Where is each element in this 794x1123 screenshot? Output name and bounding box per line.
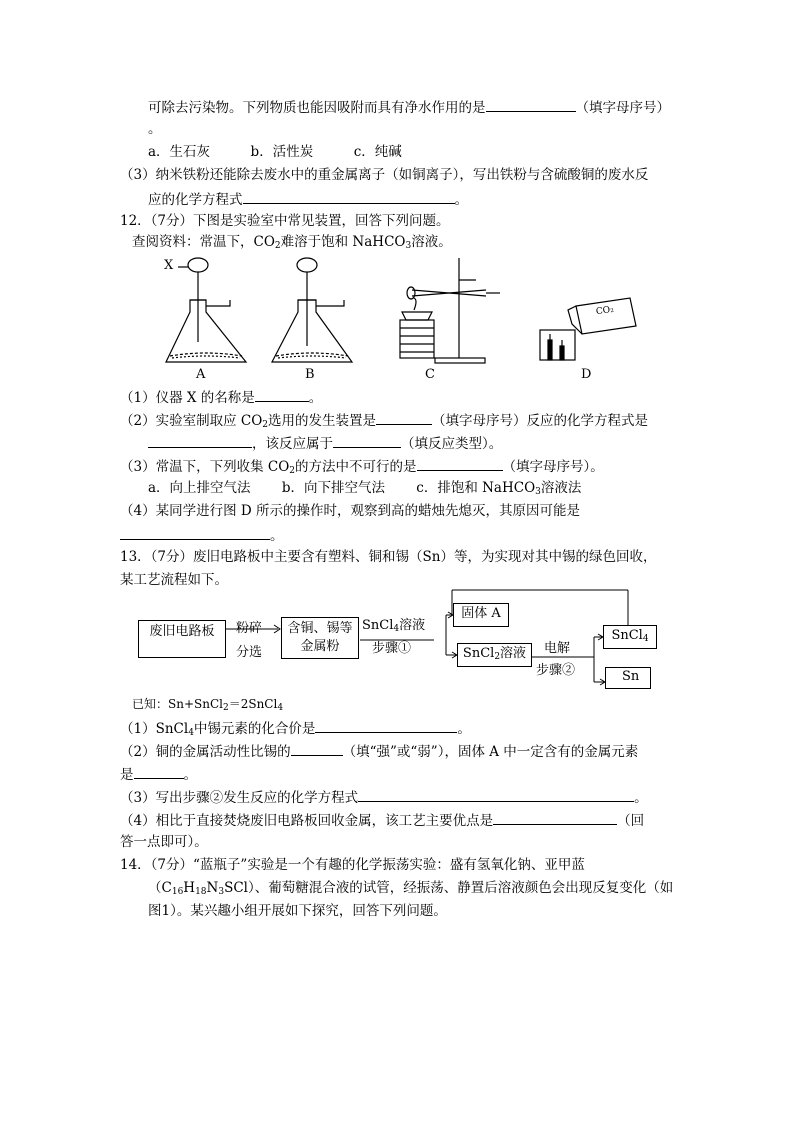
q12-p2-e: （填反应类型）。 — [401, 436, 503, 452]
flow-box2-line2: 金属粉 — [300, 639, 340, 654]
q14-line3: 图1）。某兴趣小组开展如下探究，回答下列问题。 — [148, 903, 447, 919]
q13-p3-a: （3）写出步骤②发生反应的化学方程式 — [120, 790, 359, 806]
flow-arrow2-top-a: SnCl — [362, 618, 394, 633]
q13-blank4[interactable] — [358, 787, 634, 802]
flow-arrow1-bottom: 分选 — [236, 645, 263, 660]
flow-box1-label: 废旧电路板 — [149, 624, 215, 639]
q12-p2-b: 选用的发生装置是 — [268, 413, 377, 429]
sub-2: 2 — [274, 241, 281, 251]
sub-4: 4 — [642, 634, 649, 644]
sub-2: 2 — [494, 652, 501, 662]
q14-formula-a: （C — [148, 880, 172, 896]
q13-p1-a: （1）SnCl — [120, 721, 189, 737]
q12-p3-opt-a: a．向上排空气法 b．向下排空气法 c．排饱和 NaHCO — [148, 480, 536, 496]
q12-p1-a: （1）仪器 X 的名称是 — [120, 390, 255, 406]
q12-title: 12．（7分）下图是实验室中常见装置，回答下列问题。 — [120, 213, 450, 229]
q12-p2-line2 — [148, 433, 502, 453]
q13-p1 — [120, 718, 471, 742]
flow-arrow2-bottom: 步骤① — [372, 641, 412, 656]
q14-line2 — [148, 879, 673, 901]
q12-p2-d: ，该反应属于 — [252, 436, 333, 452]
q13-blank1[interactable] — [315, 718, 457, 733]
q13-p2-line2 — [120, 764, 197, 784]
q12-blank1[interactable] — [255, 387, 309, 402]
q13-p1-b: 中锡元素的化合价是 — [193, 721, 316, 737]
q11-line1-hint: （填字母序号） — [575, 100, 670, 116]
q11-item3-b-text: 应的化学方程式 — [148, 192, 243, 208]
q13-p4 — [120, 810, 644, 830]
apparatus-d — [540, 298, 636, 360]
q13-p2-b: （填“强”或“弱”），固体 A 中一定含有的金属元素 — [342, 744, 639, 760]
apparatus-figure — [0, 250, 794, 390]
q13-known — [132, 695, 283, 717]
flow-arrow2-top-b: 溶液 — [399, 618, 426, 633]
sub-3: 3 — [218, 887, 225, 897]
flow-box-solid-a — [453, 603, 509, 627]
q12-info-a: 查阅资料：常温下，CO — [132, 234, 275, 250]
flow-arrow3-bottom: 步骤② — [536, 663, 576, 678]
apparatus-b — [272, 258, 352, 362]
q11-item3-a: （3）纳米铁粉还能除去废水中的重金属离子（如铜离子），写出铁粉与含硫酸铜的废水反 — [120, 167, 649, 183]
q13-p4-a: （4）相比于直接焚烧废旧电路板回收金属，该工艺主要优点是 — [120, 813, 494, 829]
q12-p3-b: 的方法中不可行的是 — [295, 459, 417, 475]
q12-p3-c: （填字母序号）。 — [502, 459, 604, 475]
q12-p3-opt-b: 溶液法 — [540, 480, 582, 496]
flow-arrow2-top — [362, 614, 425, 634]
sub-3: 3 — [535, 487, 541, 497]
q13-p2-c: 是 — [120, 767, 134, 783]
q14-formula-b: H — [183, 880, 196, 896]
q13-blank3[interactable] — [134, 764, 184, 779]
q11-line2: 。 — [148, 121, 162, 137]
label-d: D — [581, 367, 592, 382]
q12-p2-a: （2）实验室制取应 CO — [120, 413, 263, 429]
q12-p2-c: （填字母序号）反应的化学方程式是 — [432, 413, 649, 429]
q11-line1 — [148, 97, 670, 117]
flow-box4-a: SnCl — [462, 646, 495, 661]
q12-blank2[interactable] — [376, 410, 432, 425]
flow-arrow1-top: 粉碎 — [236, 621, 263, 636]
q11-line1-text: 可除去污染物。下列物质也能因吸附而具有净水作用的是 — [148, 100, 486, 116]
q13-p3-end: 。 — [634, 790, 648, 806]
label-x: X — [164, 258, 174, 273]
label-c: C — [425, 367, 435, 382]
flow-box-sncl2-solution — [457, 643, 532, 667]
flow-box-sn — [605, 667, 651, 689]
flow-box2-line1: 含铜、锡等 — [287, 621, 353, 636]
sub-2: 2 — [222, 703, 229, 713]
sub-18: 18 — [195, 887, 207, 897]
q13-p1-end: 。 — [457, 721, 471, 737]
q13-p4-b: （回 — [617, 813, 645, 829]
flow-box-metal-powder — [281, 617, 359, 659]
q11-options: a．生石灰 b．活性炭 c．纯碱 — [148, 144, 402, 160]
sub-4: 4 — [188, 728, 194, 738]
sub-3: 3 — [405, 241, 412, 251]
q12-p1 — [120, 387, 322, 407]
q14-formula-c: N — [206, 880, 219, 896]
q13-blank2[interactable] — [291, 741, 343, 756]
label-b: B — [305, 367, 315, 382]
q11-item3-b — [148, 189, 468, 209]
sub-16: 16 — [171, 887, 184, 897]
flow-box-sncl4 — [603, 625, 657, 649]
q12-p1-end: 。 — [308, 390, 323, 406]
q13-known-b: ＝2SnCl — [228, 697, 278, 711]
q13-p2-a: （2）铜的金属活动性比锡的 — [120, 744, 291, 760]
flow-box3-label: 固体 A — [461, 606, 501, 621]
q14-line1: 14．（7分）“蓝瓶子”实验是一个有趣的化学振荡实验：盛有氢氧化钠、亚甲蓝 — [120, 857, 585, 873]
flow-box5-a: SnCl — [611, 628, 643, 643]
q12-p4-line2 — [120, 525, 284, 545]
q12-p4: （4）某同学进行图 D 所示的操作时，观察到高的蜡烛先熄灭，其原因可能是 — [120, 503, 580, 519]
q11-item3-end: 。 — [454, 192, 468, 208]
sub-4: 4 — [277, 703, 284, 713]
apparatus-a — [166, 258, 246, 362]
q13-blank5[interactable] — [493, 810, 617, 825]
bottle-label: CO₂ — [595, 304, 615, 318]
q12-blank5[interactable] — [417, 456, 503, 471]
q13-p2 — [120, 741, 638, 761]
q13-p3 — [120, 787, 648, 807]
sub-2: 2 — [289, 466, 296, 476]
flow-box-circuit-board — [138, 620, 226, 658]
q13-p4-line2: 答一点即可）。 — [120, 834, 208, 850]
q12-blank3[interactable] — [148, 433, 252, 448]
q12-info-c: 溶液。 — [411, 234, 452, 250]
sub-2: 2 — [262, 420, 269, 430]
q13-known-a: 已知：Sn+SnCl — [132, 697, 223, 711]
q13-title-a: 13．（7分）废旧电路板中主要含有塑料、铜和锡（Sn）等，为实现对其中锡的绿色回收， — [120, 549, 657, 565]
q12-blank6[interactable] — [120, 525, 270, 540]
q12-p3 — [120, 456, 604, 480]
q12-p2 — [120, 410, 648, 434]
q12-blank4[interactable] — [333, 433, 401, 448]
q12-info-b: 难溶于饱和 NaHCO — [280, 234, 406, 250]
q13-title-b: 某工艺流程如下。 — [120, 572, 228, 588]
flow-box6-label: Sn — [622, 669, 640, 684]
q14-formula-d: SCl）、葡萄糖混合液的试管，经振荡、静置后溶液颜色会出现反复变化（如 — [224, 880, 674, 896]
sub-4: 4 — [393, 624, 400, 634]
q13-p2-end: 。 — [183, 767, 197, 783]
q12-p4-end: 。 — [270, 528, 284, 544]
flow-box4-b: 溶液 — [500, 646, 527, 661]
q11-blank2[interactable] — [243, 189, 455, 204]
flow-arrow3-top: 电解 — [544, 641, 571, 656]
q12-p3-options — [148, 479, 581, 501]
apparatus-c — [400, 258, 500, 363]
label-a: A — [196, 367, 206, 382]
q12-p3-a: （3）常温下，下列收集 CO — [120, 459, 290, 475]
q11-blank1[interactable] — [486, 97, 576, 112]
